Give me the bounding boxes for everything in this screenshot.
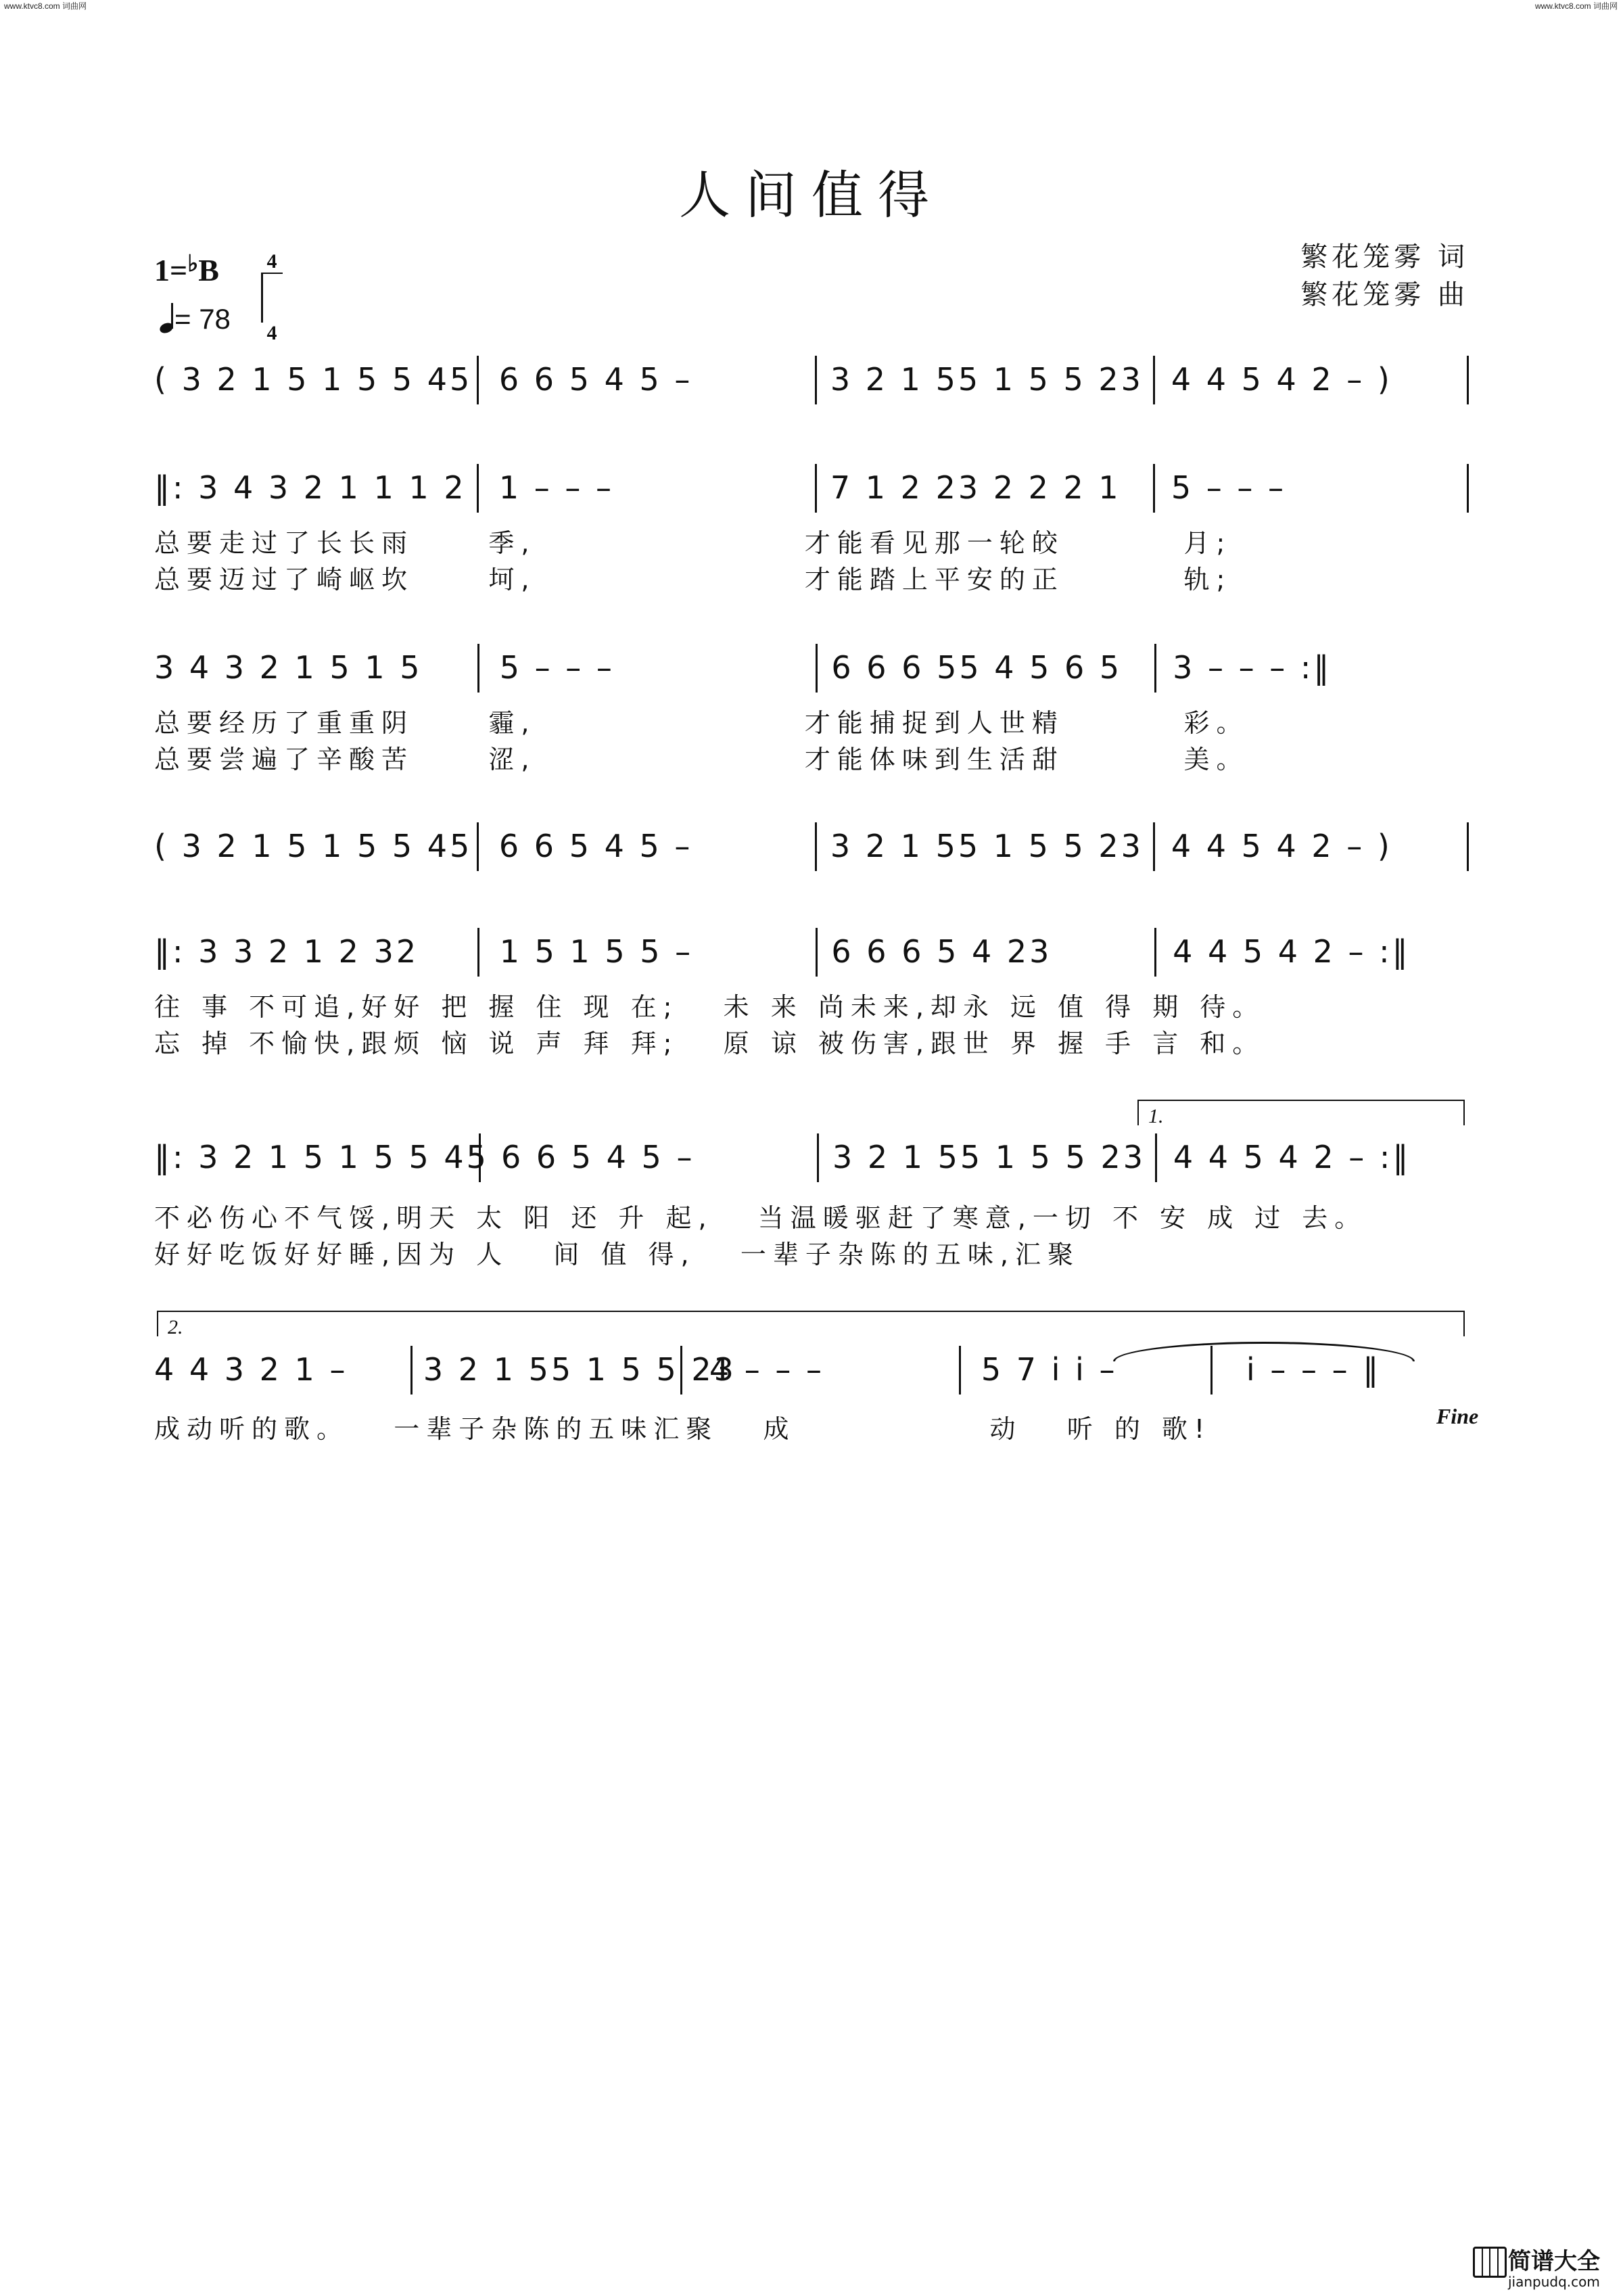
fine-marking: Fine — [1436, 1404, 1479, 1428]
lyric-line-1: 成动听的歌。 一辈子杂陈的五味汇聚 成 动 听 的 歌! — [154, 1414, 1212, 1444]
measure: 4 4 5 4 2 – ) — [1171, 828, 1392, 864]
site-watermark — [1473, 2243, 1615, 2293]
key-tonic: B — [198, 253, 219, 287]
notes-row — [154, 460, 1469, 518]
lyric-line-1: 往 事 不可追,好好 把 握 住 现 在; 未 来 尚未来,却永 远 值 得 期 待。 — [154, 992, 1265, 1022]
system-2 — [154, 460, 1469, 602]
measure: 6 6 6 5 4 23 — [831, 933, 1052, 970]
piano-keys-icon — [1473, 2247, 1507, 2278]
measure: 5 7 i i – — [981, 1351, 1118, 1388]
lyric-line-2: 总要尝遍了辛酸苦 涩, 才能体味到生活甜 美。 — [154, 745, 1249, 774]
measure: 6 6 5 4 5 – — [501, 1139, 695, 1175]
quarter-note-icon — [160, 303, 174, 333]
flat-sign: ♭ — [187, 252, 199, 277]
lyric-line-2: 忘 掉 不愉快,跟烦 恼 说 声 拜 拜; 原 谅 被伤害,跟世 界 握 手 言 和。 — [154, 1029, 1265, 1058]
notes-row — [154, 640, 1469, 698]
system-7 — [154, 1342, 1469, 1443]
measure: 6 6 6 55 4 5 6 5 — [831, 649, 1123, 686]
volta-1-bracket — [1137, 1100, 1465, 1125]
volta-2-bracket — [157, 1311, 1465, 1336]
notes-row — [154, 1129, 1469, 1188]
composer-credit: 繁花笼雾 曲 — [1300, 279, 1469, 310]
measure: ‖: 3 2 1 5 1 5 5 45 — [154, 1139, 489, 1175]
measure: 5 – – – — [499, 649, 615, 686]
time-top: 4 — [266, 250, 277, 273]
measure: ( 3 2 1 5 1 5 5 45 — [154, 361, 473, 398]
tempo-value: = 78 — [174, 303, 231, 335]
measure: ‖: 3 3 2 1 2 32 — [154, 933, 419, 970]
measure: 7 1 2 23 2 2 2 1 — [830, 469, 1121, 506]
measure: 3 2 1 55 1 5 5 23 — [830, 361, 1144, 398]
notes-row — [154, 352, 1469, 410]
source-watermark-right: www.ktvc8.com 词曲网 — [1534, 1, 1618, 11]
measure: ‖: 3 4 3 2 1 1 1 2 — [154, 469, 467, 506]
measure: 1 – – – — [498, 469, 615, 506]
measure: ( 3 2 1 5 1 5 5 45 — [154, 828, 473, 864]
measure: 3 2 1 55 1 5 5 23 — [423, 1351, 736, 1388]
source-watermark-left: www.ktvc8.com 词曲网 — [4, 1, 87, 11]
measure: 4 4 5 4 2 – ) — [1171, 361, 1392, 398]
barline — [1467, 822, 1469, 871]
watermark-url: jianpudq.com — [1508, 2274, 1600, 2290]
time-signature — [258, 252, 285, 344]
key-prefix: 1= — [154, 253, 188, 287]
measure: 3 – – – :‖ — [1173, 649, 1332, 686]
system-6 — [154, 1129, 1469, 1271]
lyric-line-1: 不必伤心不气馁,明天 太 阳 还 升 起, 当温暖驱赶了寒意,一切 不 安 成 过 去。 — [154, 1203, 1367, 1233]
notes-row — [154, 924, 1469, 982]
measure: 3 2 1 55 1 5 5 23 — [832, 1139, 1146, 1175]
volta-2-label: 2. — [168, 1316, 183, 1338]
time-bottom: 4 — [266, 322, 277, 344]
system-4 — [154, 818, 1469, 879]
measure: 3 4 3 2 1 5 1 5 — [154, 649, 423, 686]
system-1 — [154, 352, 1469, 413]
lyric-line-1: 总要经历了重重阴 霾, 才能捕捉到人世精 彩。 — [154, 708, 1249, 738]
measure: 4 4 3 2 1 – — [154, 1351, 348, 1388]
measure: 4 – – – — [709, 1351, 825, 1388]
measure: 5 – – – — [1171, 469, 1286, 506]
credits — [1300, 238, 1469, 314]
measure: 4 4 5 4 2 – :‖ — [1173, 933, 1411, 970]
song-title: 人间值得 — [679, 165, 944, 225]
barline — [1467, 464, 1469, 513]
lyric-line-1: 总要走过了长长雨 季, 才能看见那一轮皎 月; — [154, 528, 1232, 558]
measure: 4 4 5 4 2 – :‖ — [1173, 1139, 1411, 1175]
measure: 3 2 1 55 1 5 5 23 — [830, 828, 1144, 864]
measure: 1 5 1 5 5 – — [499, 933, 694, 970]
lyricist-credit: 繁花笼雾 词 — [1300, 241, 1469, 273]
volta-1-label: 1. — [1148, 1105, 1164, 1127]
measure: i – – – ‖ — [1246, 1351, 1382, 1388]
lyric-line-2: 好好吃饭好好睡,因为 人 间 值 得, 一辈子杂陈的五味,汇聚 — [154, 1240, 1080, 1269]
tempo-marking — [160, 303, 231, 335]
system-3 — [154, 640, 1469, 782]
watermark-name: 简谱大全 — [1508, 2248, 1600, 2275]
barline — [1467, 356, 1469, 404]
lyric-line-2: 总要迈过了崎岖坎 坷, 才能踏上平安的正 轨; — [154, 565, 1232, 594]
measure: 6 6 5 4 5 – — [498, 828, 693, 864]
key-signature — [154, 250, 219, 288]
notes-row — [154, 818, 1469, 876]
system-5 — [154, 924, 1469, 1066]
measure: 6 6 5 4 5 – — [498, 361, 693, 398]
